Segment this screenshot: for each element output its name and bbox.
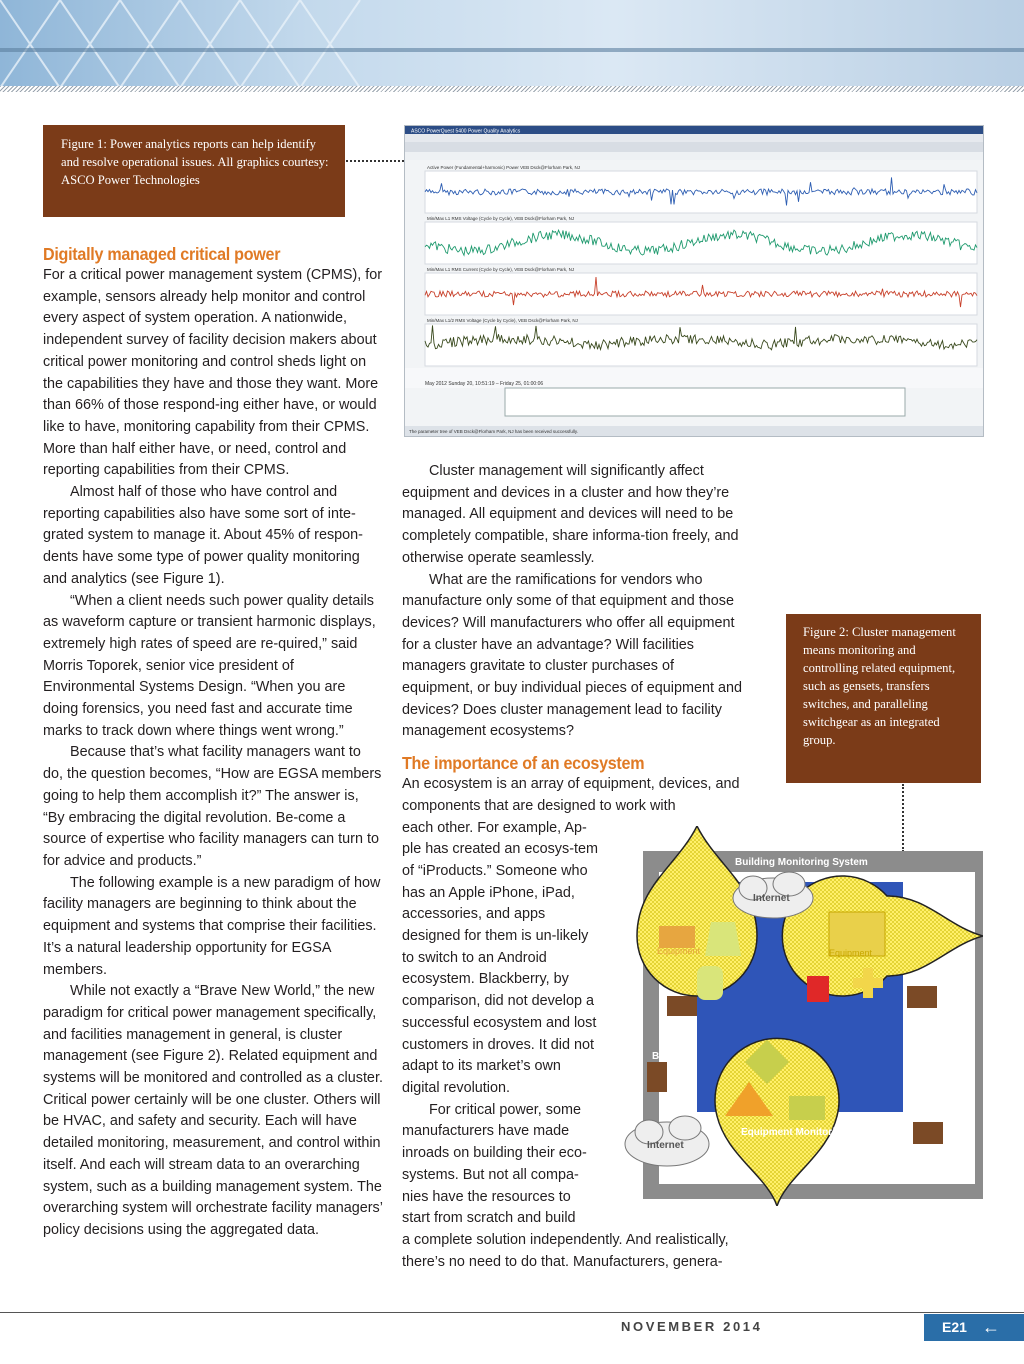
label-internet-bottom: Internet (647, 1140, 684, 1151)
label-building: Building (652, 1051, 692, 1062)
heading-ecosystem: The importance of an ecosystem (402, 753, 645, 774)
paragraph: For a critical power management system (CPMS), for example, sensors already help monitor and control every aspect of system operation. A nationwide, independent survey of facility decision makers about critical power monitoring and control sheds light on the capabilities they have and those they want. More than 66% of those respond-ing either have, or would like to have, monitoring capability from their CPMS. More than half either have, or need, control and reporting capabilities from their CPMS. (43, 267, 383, 479)
paragraph: “When a client needs such power quality details as waveform capture or transient harmonic displays, extremely high rates of speed are re-quired,” said Morris Toporek, senior vice president of Environmental Systems Design. “When you are doing forensics, you need fast and accurate time marks to track down where things went wrong.” (43, 592, 376, 739)
window-title: ASCO PowerQuest 5400 Power Quality Analytics (411, 128, 521, 135)
label-equipment-monitoring: Equipment Monitoring (741, 1127, 848, 1138)
label-building-monitoring-system: Building Monitoring System (735, 857, 868, 868)
equipment-block (907, 986, 937, 1008)
waveform-panel-title: Min/Max L1 RMS Voltage (Cycle by Cycle), VEB Dsck@Florham Park, NJ (427, 216, 575, 221)
equipment-block (647, 1062, 667, 1092)
waveform-panel-title: Min/Max L1 RMS Current (Cycle by Cycle), VEB Dsck@Florham Park, NJ (427, 267, 575, 272)
paragraph: What are the ramifications for vendors who manufacture only some of that equipment and those devices? Will manufacturers who offer all equipment for a cluster have an advantage? Will facilities managers gravitate to cluster purchases of equipment, or buy individual pieces of equipment and devices? Does cluster management lead to facility management ecosystems? (402, 571, 742, 740)
paragraph: Almost half of those who have control and reporting capabilities also have some sort of inte-grated system to manage it. About 45% of respon-dents have some type of power quality monitoring and analytics (see Figure 1). (43, 484, 363, 587)
footer-issue-date: NOVEMBER 2014 (621, 1319, 763, 1334)
menu-bar (405, 134, 983, 142)
footer-page-tab[interactable] (924, 1314, 1024, 1341)
equipment-shape (705, 922, 741, 956)
time-range: May 2012 Sunday 20, 10:51:19 – Friday 25, 01:00:06 (425, 381, 544, 387)
waveform-panel-title: Min/Max L1/2 RMS Voltage (Cycle by Cycle), VEB Dsck@Florham Park, NJ (427, 318, 578, 323)
back-arrow-icon[interactable]: ← (982, 1317, 1000, 1337)
waveform-panel-title: Active Power (Fundamental+harmonic) Power VEB Dsck@Florham Park, NJ (427, 165, 580, 170)
equipment-shape (697, 966, 723, 1000)
paragraph: For critical power, some manufacturers have made inroads on building their eco-systems. But not all compa-nies have the resources to start from scratch and build (402, 1101, 587, 1227)
paragraph: Cluster management will significantly affect equipment and devices in a cluster and how they’re managed. All equipment and devices will need to be completely compatible, share informa-tion freely, and otherwise operate seamlessly. (402, 463, 739, 566)
heading-digitally-managed: Digitally managed critical power (43, 244, 281, 264)
waveform-panel-bg (425, 324, 977, 366)
waveform-panels (425, 165, 977, 366)
equipment-shape (789, 1096, 825, 1120)
equipment-block (667, 996, 697, 1016)
paragraph: each other. For example, Ap-ple has created an ecosys-tem of “iProducts.” Someone who has an Apple iPhone, iPad, accessories, and apps designed for them is un-likely to switch to an Android ecosystem. Blackberry, by comparison, did not develop a successful ecosystem and lost customers in droves. It did not adapt to its market’s own digital revolution. (402, 819, 598, 1096)
cluster-diagram-canvas (617, 826, 983, 1206)
figure2-cluster-diagram (617, 826, 983, 1206)
label-equipment-left: Equipment (657, 946, 701, 956)
figure2-caption: Figure 2: Cluster management means monitoring and controlling related equipment, such as gensets, transfers switches, and paralleling switchgear as an integrated group. (786, 614, 981, 783)
figure1-caption: Figure 1: Power analytics reports can help identify and resolve operational issues. All graphics courtesy: ASCO Power Technologies (43, 125, 345, 217)
label-equipment-right: Equipment (829, 948, 873, 958)
status-text: The parameter tree of VEB Dsck@Florham Park, NJ has been received successfully. (409, 429, 579, 434)
label-internet-top: Internet (753, 893, 790, 904)
internet-cloud-top (733, 872, 813, 918)
paragraph: Because that’s what facility managers want to do, the question becomes, “How are EGSA members going to help them accomplish it?” The answer is, “By embracing the digital revolution. Be-come a source of expertise who facility managers can turn to for advice and products.” (43, 744, 382, 869)
figure1-leader-line (346, 160, 404, 162)
paragraph: a complete solution independently. And realistically, there’s no need to do that. Manufacturers, genera- (402, 1231, 729, 1270)
paragraph: The following example is a new paradigm of how facility managers are beginning to think about the equipment and systems that comprise their facilities. It’s a natural leadership opportunity for EGSA members. (43, 874, 381, 978)
equipment-shape (659, 926, 695, 948)
header-banner (0, 0, 1024, 88)
figure1-chart-canvas (405, 126, 983, 436)
banner-lattice-pattern (0, 0, 1024, 88)
paragraph: While not exactly a “Brave New World,” the new paradigm for critical power management specifically, and facilities management in general, is cluster management (see Figure 2). Related equipment and systems will be monitored and controlled as a cluster. Critical power certainly will be one cluster. Others will be HVAC, and safety and security. Each will have detailed monitoring, measurement, and control within itself. And each will stream data to an overarching system, such as a building management system. The overarching system will orchestrate facility managers’ policy decisions using the aggregated data. (43, 983, 383, 1238)
figure1-power-analytics-screenshot (404, 125, 984, 437)
footer-rule (0, 1312, 1024, 1313)
header-hatch-rule (0, 86, 1024, 92)
legend (505, 388, 905, 416)
article-column-left (43, 244, 383, 1242)
paragraph: An ecosystem is an array of equipment, devices, and components that are designed to work with (402, 776, 740, 814)
equipment-block (913, 1122, 943, 1144)
tab-strip (405, 152, 983, 160)
equipment-shape (807, 976, 829, 1002)
internet-cloud-bottom (625, 1116, 709, 1166)
page-number: E21 (942, 1319, 967, 1335)
toolbar (405, 142, 983, 152)
